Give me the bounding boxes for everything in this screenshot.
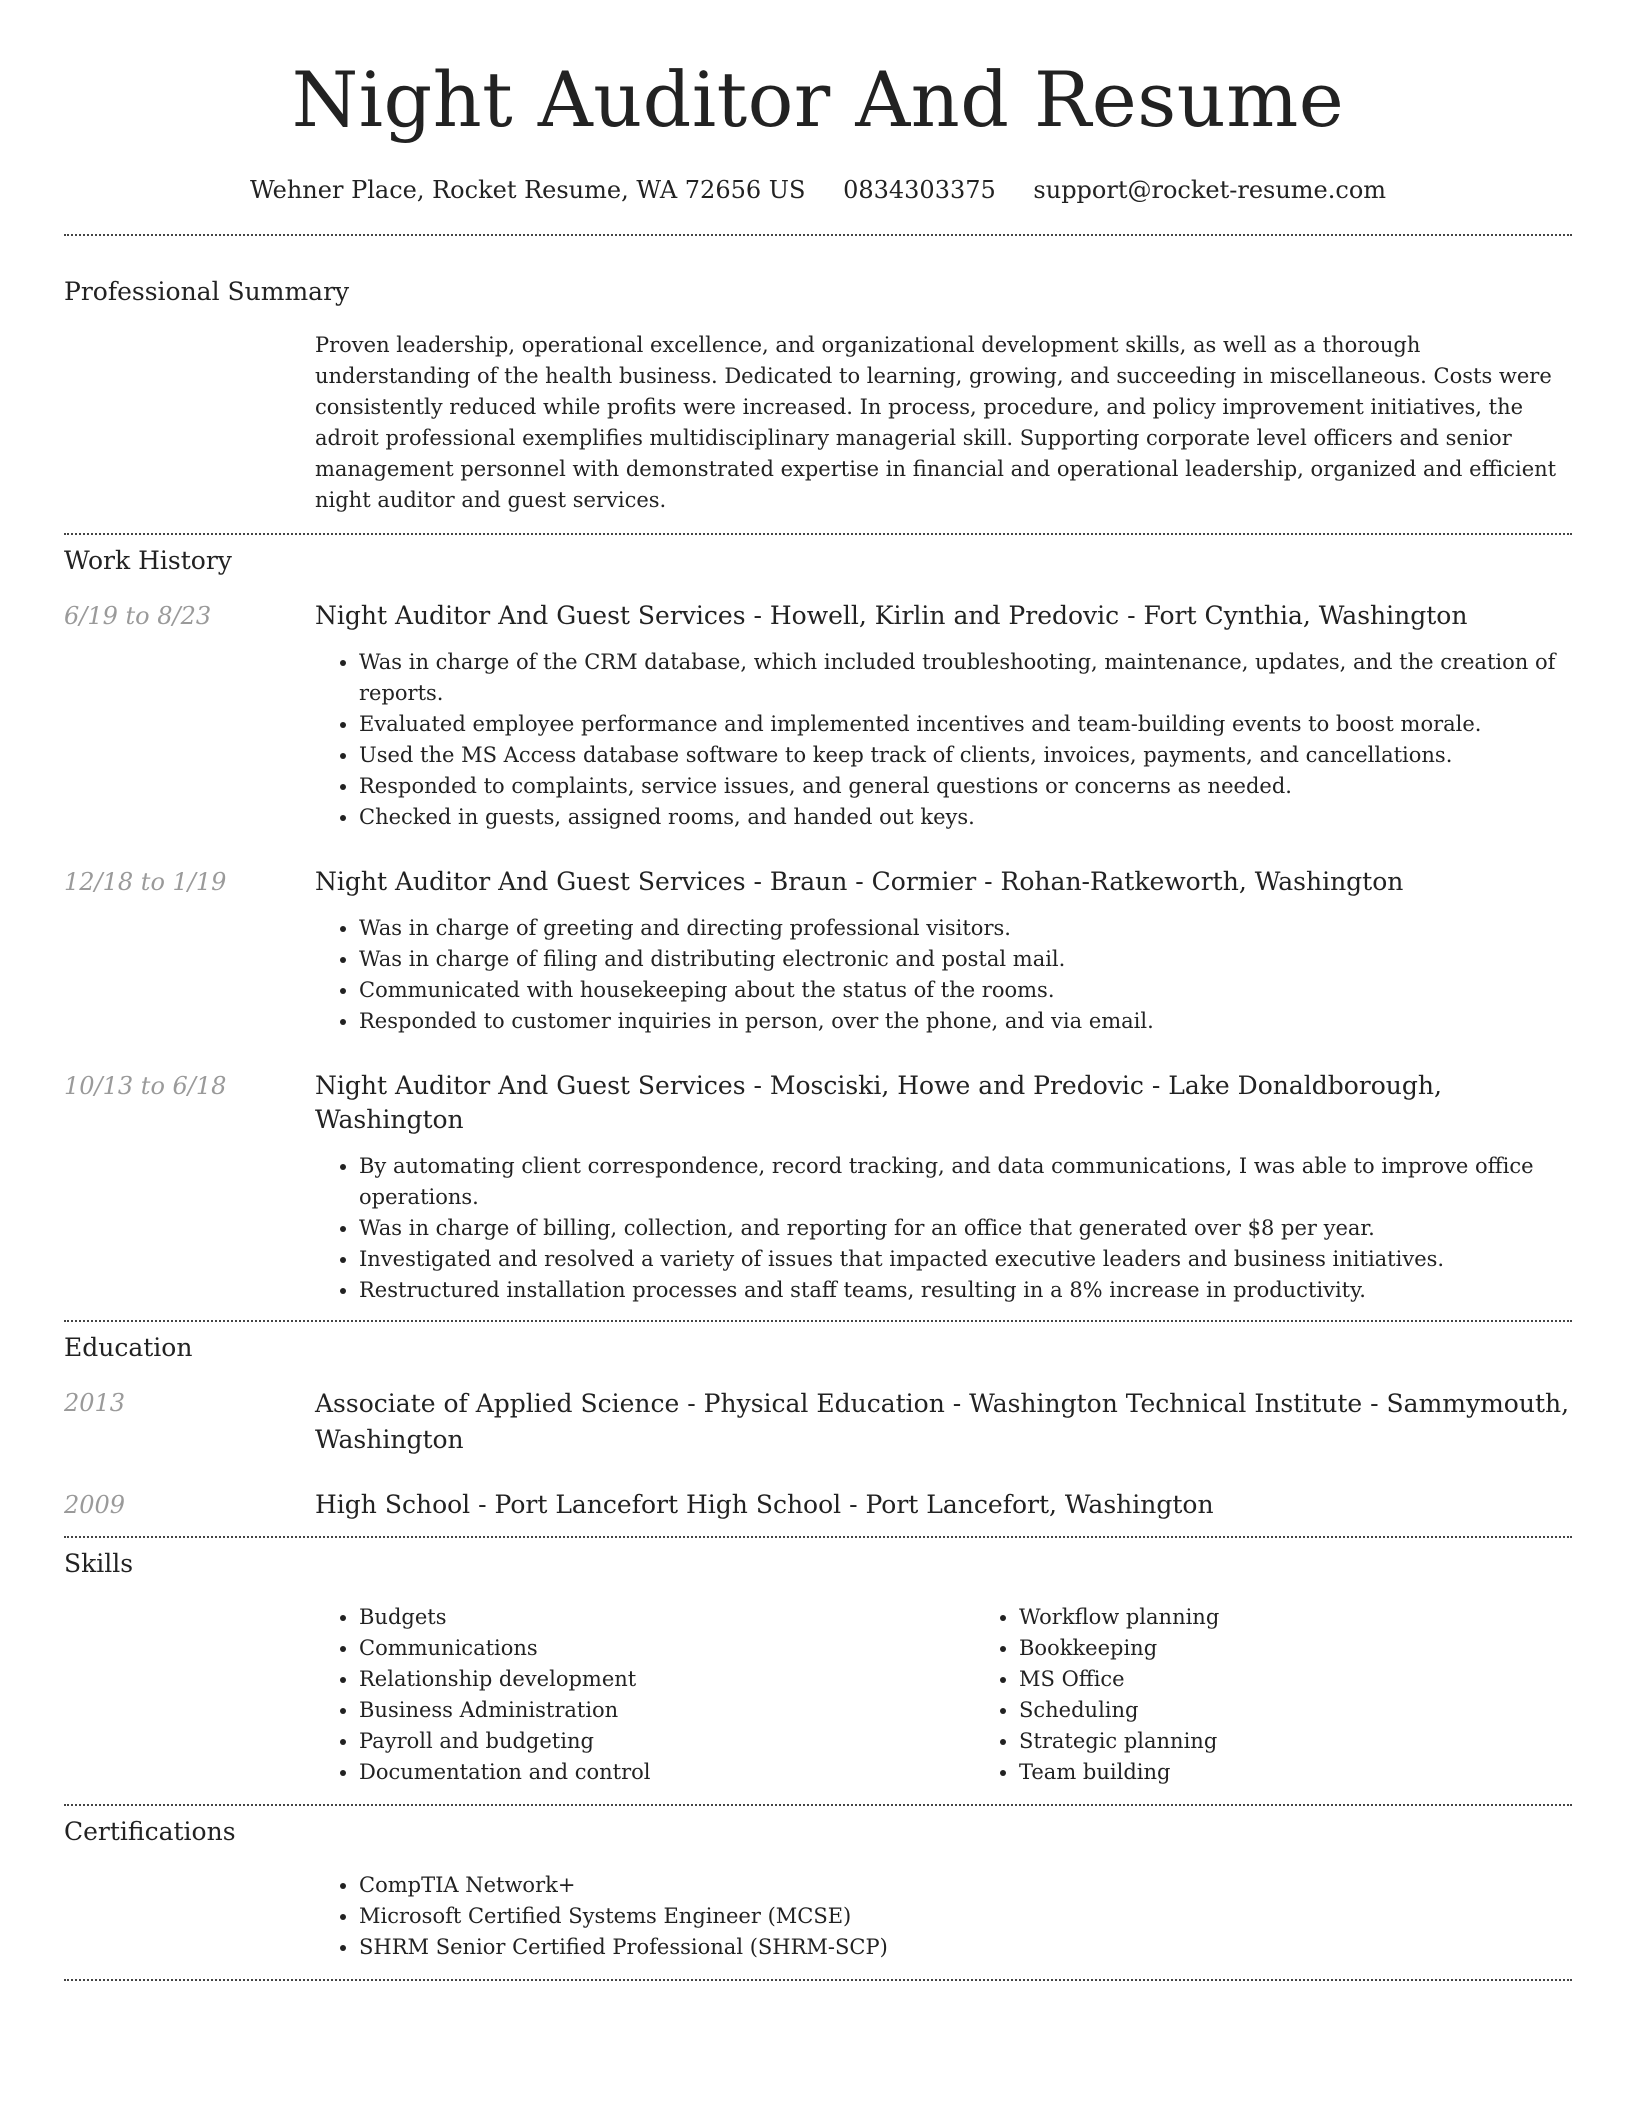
list-item: • Communications <box>359 1633 975 1664</box>
certifications-row <box>64 1870 1572 1963</box>
education-year: 2013 <box>64 1389 126 1417</box>
contact-email[interactable]: support@rocket-resume.com <box>1033 176 1387 204</box>
list-item: • Business Administration <box>359 1695 975 1726</box>
job-title: Night Auditor And Guest Services - Mosciski, Howe and Predovic - Lake Donaldborough, Washington <box>315 1071 1442 1134</box>
skills-spacer <box>64 1602 315 1788</box>
list-item: • Was in charge of the CRM database, which included troubleshooting, maintenance, updates, and the creation of reports. <box>359 647 1572 709</box>
contact-line <box>64 174 1572 206</box>
section-divider <box>64 533 1572 535</box>
job-dates: 6/19 to 8/23 <box>64 602 212 630</box>
list-item: • Microsoft Certified Systems Engineer (MCSE) <box>359 1901 1572 1932</box>
summary-text: Proven leadership, operational excellence, and organizational development skills, as well as a thorough understanding of the health business. Dedicated to learning, growing, and succeeding in miscellaneous. Costs were consistently reduced while profits were increased. In process, procedure, and policy improvement initiatives, the adroit professional exemplifies multidisciplinary managerial skill. Supporting corporate level officers and senior management personnel with demonstrated expertise in financial and operational leadership, organized and efficient night auditor and guest services. <box>315 333 1557 512</box>
list-item: • Responded to customer inquiries in person, over the phone, and via email. <box>359 1006 1572 1037</box>
list-item: • Checked in guests, assigned rooms, and handed out keys. <box>359 802 1572 833</box>
list-item: • Investigated and resolved a variety of issues that impacted executive leaders and business initiatives. <box>359 1244 1572 1275</box>
list-item: • Was in charge of greeting and directing professional visitors. <box>359 913 1572 944</box>
education-text: High School - Port Lancefort High School - Port Lancefort, Washington <box>315 1490 1214 1519</box>
list-item: • Communicated with housekeeping about the status of the rooms. <box>359 975 1572 1006</box>
job-entry <box>64 865 1572 1037</box>
job-dates: 12/18 to 1/19 <box>64 868 227 896</box>
work-history-heading: Work History <box>64 546 232 575</box>
education-entry <box>64 1386 1572 1458</box>
skills-list-right <box>975 1602 1632 1788</box>
section-divider <box>64 1536 1572 1538</box>
list-item: • Strategic planning <box>1019 1726 1632 1757</box>
list-item: • By automating client correspondence, record tracking, and data communications, I was able to improve office operations. <box>359 1151 1572 1213</box>
list-item: • Workflow planning <box>1019 1602 1632 1633</box>
list-item: • Budgets <box>359 1602 975 1633</box>
skills-columns <box>315 1602 1632 1788</box>
list-item: • Restructured installation processes and staff teams, resulting in a 8% increase in productivity. <box>359 1275 1572 1306</box>
summary-heading: Professional Summary <box>64 277 350 306</box>
list-item: • Documentation and control <box>359 1757 975 1788</box>
skills-heading: Skills <box>64 1549 134 1578</box>
job-bullets <box>315 1151 1572 1306</box>
skills-row <box>64 1602 1572 1788</box>
skills-list-left <box>315 1602 975 1788</box>
education-heading: Education <box>64 1333 193 1362</box>
section-divider <box>64 1979 1572 1981</box>
list-item: • SHRM Senior Certified Professional (SHRM-SCP) <box>359 1932 1572 1963</box>
list-item: • Payroll and budgeting <box>359 1726 975 1757</box>
job-dates: 10/13 to 6/18 <box>64 1072 227 1100</box>
certifications-heading: Certifications <box>64 1817 236 1846</box>
list-item: • Scheduling <box>1019 1695 1632 1726</box>
summary-spacer <box>64 330 315 516</box>
resume-page <box>64 0 1572 1981</box>
contact-address: Wehner Place, Rocket Resume, WA 72656 US <box>249 176 806 204</box>
list-item: • Evaluated employee performance and implemented incentives and team-building events to boost morale. <box>359 709 1572 740</box>
list-item: • Relationship development <box>359 1664 975 1695</box>
section-divider <box>64 1320 1572 1322</box>
job-title: Night Auditor And Guest Services - Braun - Cormier - Rohan-Ratkeworth, Washington <box>315 867 1404 896</box>
list-item: • Was in charge of billing, collection, and reporting for an office that generated over $8 per year. <box>359 1213 1572 1244</box>
education-text: Associate of Applied Science - Physical Education - Washington Technical Institute - Sammymouth, Washington <box>315 1389 1570 1454</box>
education-year: 2009 <box>64 1491 126 1519</box>
summary-row <box>64 330 1572 516</box>
contact-phone: 0834303375 <box>843 176 996 204</box>
list-item: • Used the MS Access database software to keep track of clients, invoices, payments, and cancellations. <box>359 740 1572 771</box>
job-title: Night Auditor And Guest Services - Howell, Kirlin and Predovic - Fort Cynthia, Washington <box>315 601 1468 630</box>
certifications-list <box>315 1870 1572 1963</box>
list-item: • CompTIA Network+ <box>359 1870 1572 1901</box>
job-bullets <box>315 647 1572 833</box>
job-entry <box>64 599 1572 833</box>
candidate-name: Night Auditor And Resume <box>291 55 1345 144</box>
job-entry <box>64 1069 1572 1306</box>
section-divider <box>64 234 1572 236</box>
education-entry <box>64 1488 1572 1522</box>
list-item: • Responded to complaints, service issues, and general questions or concerns as needed. <box>359 771 1572 802</box>
job-bullets <box>315 913 1572 1037</box>
list-item: • Bookkeeping <box>1019 1633 1632 1664</box>
list-item: • Team building <box>1019 1757 1632 1788</box>
list-item: • MS Office <box>1019 1664 1632 1695</box>
list-item: • Was in charge of filing and distributing electronic and postal mail. <box>359 944 1572 975</box>
certifications-spacer <box>64 1870 315 1963</box>
section-divider <box>64 1804 1572 1806</box>
